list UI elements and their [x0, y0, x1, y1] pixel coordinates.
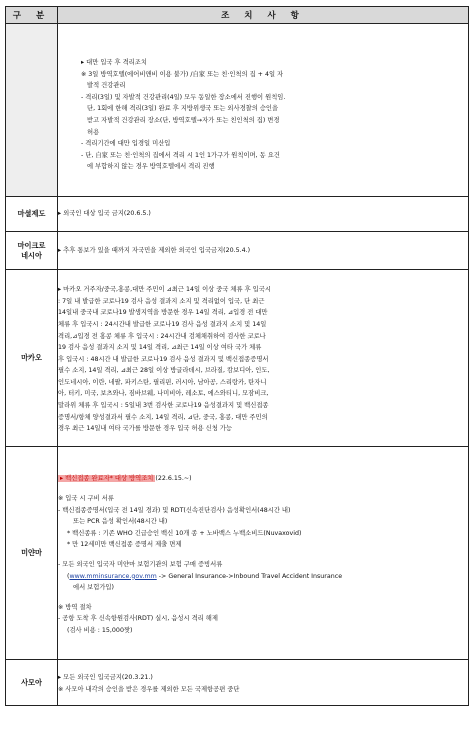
insurance-link[interactable]: www.mminsurance.gov.mm: [69, 572, 157, 580]
body-line: 14일내 중국내 코로나19 발생지역을 방문한 경우 14일 격리, ⊿입경 전 대만: [58, 309, 268, 317]
row-body-micronesia: [58, 232, 469, 270]
body-line: 에서 보험가입): [73, 584, 114, 592]
measures-table: [5, 6, 469, 706]
body-line: (검사 비용 : 15,000짯): [67, 626, 133, 634]
row-label-macau: 마카오: [6, 270, 58, 447]
body-line: 격리,⊿입경 전 홍콩 체류 후 입국시 : 24시간내 검체채취하여 검사한 코로나: [58, 332, 266, 340]
body-line: ▸ 외국인 대상 입국 금지(20.6.5.): [58, 210, 151, 218]
body-line: 아, 터키, 미국, 보츠와나, 짐바브웨, 나미비아, 레소토, 에스와티니, 모잠비크,: [58, 390, 269, 398]
label-line: 마이크로: [17, 240, 46, 250]
body-line: 허용: [87, 128, 100, 136]
body-line: ▸ 대만 입국 후 격리조치: [81, 59, 147, 67]
header-category: 구 분: [6, 7, 58, 24]
body-line: * 백신종류 : 기존 WHO 긴급승인 백신 10개 종 + 노바백스 누백소비드(Nuvaxovid): [67, 529, 302, 537]
table-row: [6, 232, 469, 270]
body-line: 에 부합하지 않는 경우 방역호텔에서 격리 진행: [87, 163, 215, 171]
row-body-taiwan: [58, 24, 469, 197]
table-row: [6, 447, 469, 660]
table-row: [6, 24, 469, 197]
row-body-marshall: [58, 197, 469, 232]
row-body-samoa: [58, 660, 469, 706]
body-line: 또는 PCR 음성 확인서(48시간 내): [73, 518, 168, 526]
body-line: ※ 방역 절차: [58, 603, 92, 611]
body-line: - 백신접종증명서(입국 전 14일 경과) 및 RDT(신속진단검사) 음성확인서(48시간 내): [58, 506, 291, 514]
table-row: [6, 197, 469, 232]
row-label-myanmar: 미얀마: [6, 447, 58, 660]
row-label-micronesia: [6, 232, 58, 270]
body-line: - 공항 도착 후 신속항원검사(RDT) 실시, 음성시 격리 해제: [58, 615, 218, 623]
body-line: 후 입국시 : 48시간 내 발급한 코로나19 검사 음성 결과지 및 백신접종증명서: [58, 355, 269, 363]
body-line: ※ 사모아 내각의 승인을 받은 경우를 제외한 모든 국제항공편 중단: [58, 686, 240, 693]
table-row: [6, 270, 469, 447]
body-line: ▸ 추후 통보가 있을 때까지 자국민을 제외한 외국인 입국금지(20.5.4.): [58, 246, 251, 254]
label-line: 네시아: [21, 250, 42, 260]
row-label-empty: [6, 24, 58, 197]
body-line: 인도네시아, 이란, 네팔, 파키스탄, 필리핀, 러시아, 남아공, 스리랑카, 탄자니: [58, 378, 267, 386]
row-body-macau: [58, 270, 469, 447]
header-measures: 조 치 사 항: [58, 7, 469, 24]
body-line: * 만 12세미만 백신접종 증명서 제출 면제: [67, 541, 182, 549]
vaccinated-highlight: ▸ 백신접종 완료자* 대상 방역조치: [60, 475, 154, 483]
highlight-line: [58, 473, 468, 485]
body-line: - 격리기간에 대만 입경일 미산입: [81, 140, 171, 148]
body-line: 경우 최근 14일내 여타 국가를 방문한 경우 입국 허용 신청 가능: [58, 425, 233, 433]
highlight-date: (22.6.15.~): [155, 475, 192, 483]
table-header-row: [6, 7, 469, 24]
body-line: 필수 소지, 14일 격리, ⊿최근 28일 이상 방글라데시, 브라질, 캄보디아, 인도,: [58, 367, 270, 375]
table-row: [6, 660, 469, 706]
body-line: - 격리(3일) 및 자발적 건강관리(4일) 모두 동일한 장소에서 진행이 원칙임.: [81, 93, 286, 101]
body-line: : 7일 내 발급한 코로나19 검사 음성 결과지 소지 및 격리없이 입국, 단 최근: [58, 297, 265, 305]
row-body-myanmar: [58, 447, 469, 660]
body-line: - 모든 외국인 입국자 미얀마 보험기관의 보험 구매 증빙서류: [58, 561, 223, 568]
body-line: 증명서/항체 양성결과서 필수 소지, 14일 격리, ⊿단, 중국, 홍콩, 대만 주민의: [58, 413, 268, 421]
body-line: 19 검사 음성 결과지 소지 및 14일 격리, ⊿최근 14일 이상 여타 국가 체류: [58, 344, 262, 352]
body-line: 받고 자발적 건강관리 장소(단, 방역호텔→자가 또는 친인척의 집) 변경: [87, 117, 280, 124]
body-line: ※ 3일 방역호텔(에어비앤비 이용 불가) /自家 또는 친·인척의 집 + 4일 자: [81, 70, 284, 78]
body-line: 발적 건강관리: [87, 82, 126, 90]
body-line: ▸ 마카오 거주자/중국,홍콩,대만 주민이 ⊿최근 14일 이상 중국 체류 후 입국시: [58, 286, 271, 294]
body-line: ▸ 모든 외국인 입국금지(20.3.21.): [58, 674, 153, 682]
body-line: 단, 1회에 한해 격리(3일) 완료 후 지방위생국 또는 외사경찰의 승인을: [87, 105, 279, 113]
body-line: ※ 입국 시 구비 서류: [58, 495, 114, 503]
row-label-samoa: 사모아: [6, 660, 58, 706]
insurance-path: -> General Insurance->Inbound Travel Accident Insurance: [156, 572, 343, 580]
body-line: 체류 후 입국시 : 24시간내 발급한 코로나19 검사 음성 결과지 소지 및 14일: [58, 320, 267, 328]
insurance-link-line: (www.mminsurance.gov.mm -> General Insurance->Inbound Travel Accident Insurance: [67, 572, 343, 580]
body-line: - 단, 自家 또는 친·인척의 집에서 격리 시 1인 1가구가 원칙이며, 동 요건: [81, 151, 280, 159]
body-line: 말라위 체류 후 입국시 : 5일내 3번 검사한 코로나19 음성결과지 및 백신접종: [58, 402, 269, 410]
row-label-marshall: 마셜제도: [6, 197, 58, 232]
